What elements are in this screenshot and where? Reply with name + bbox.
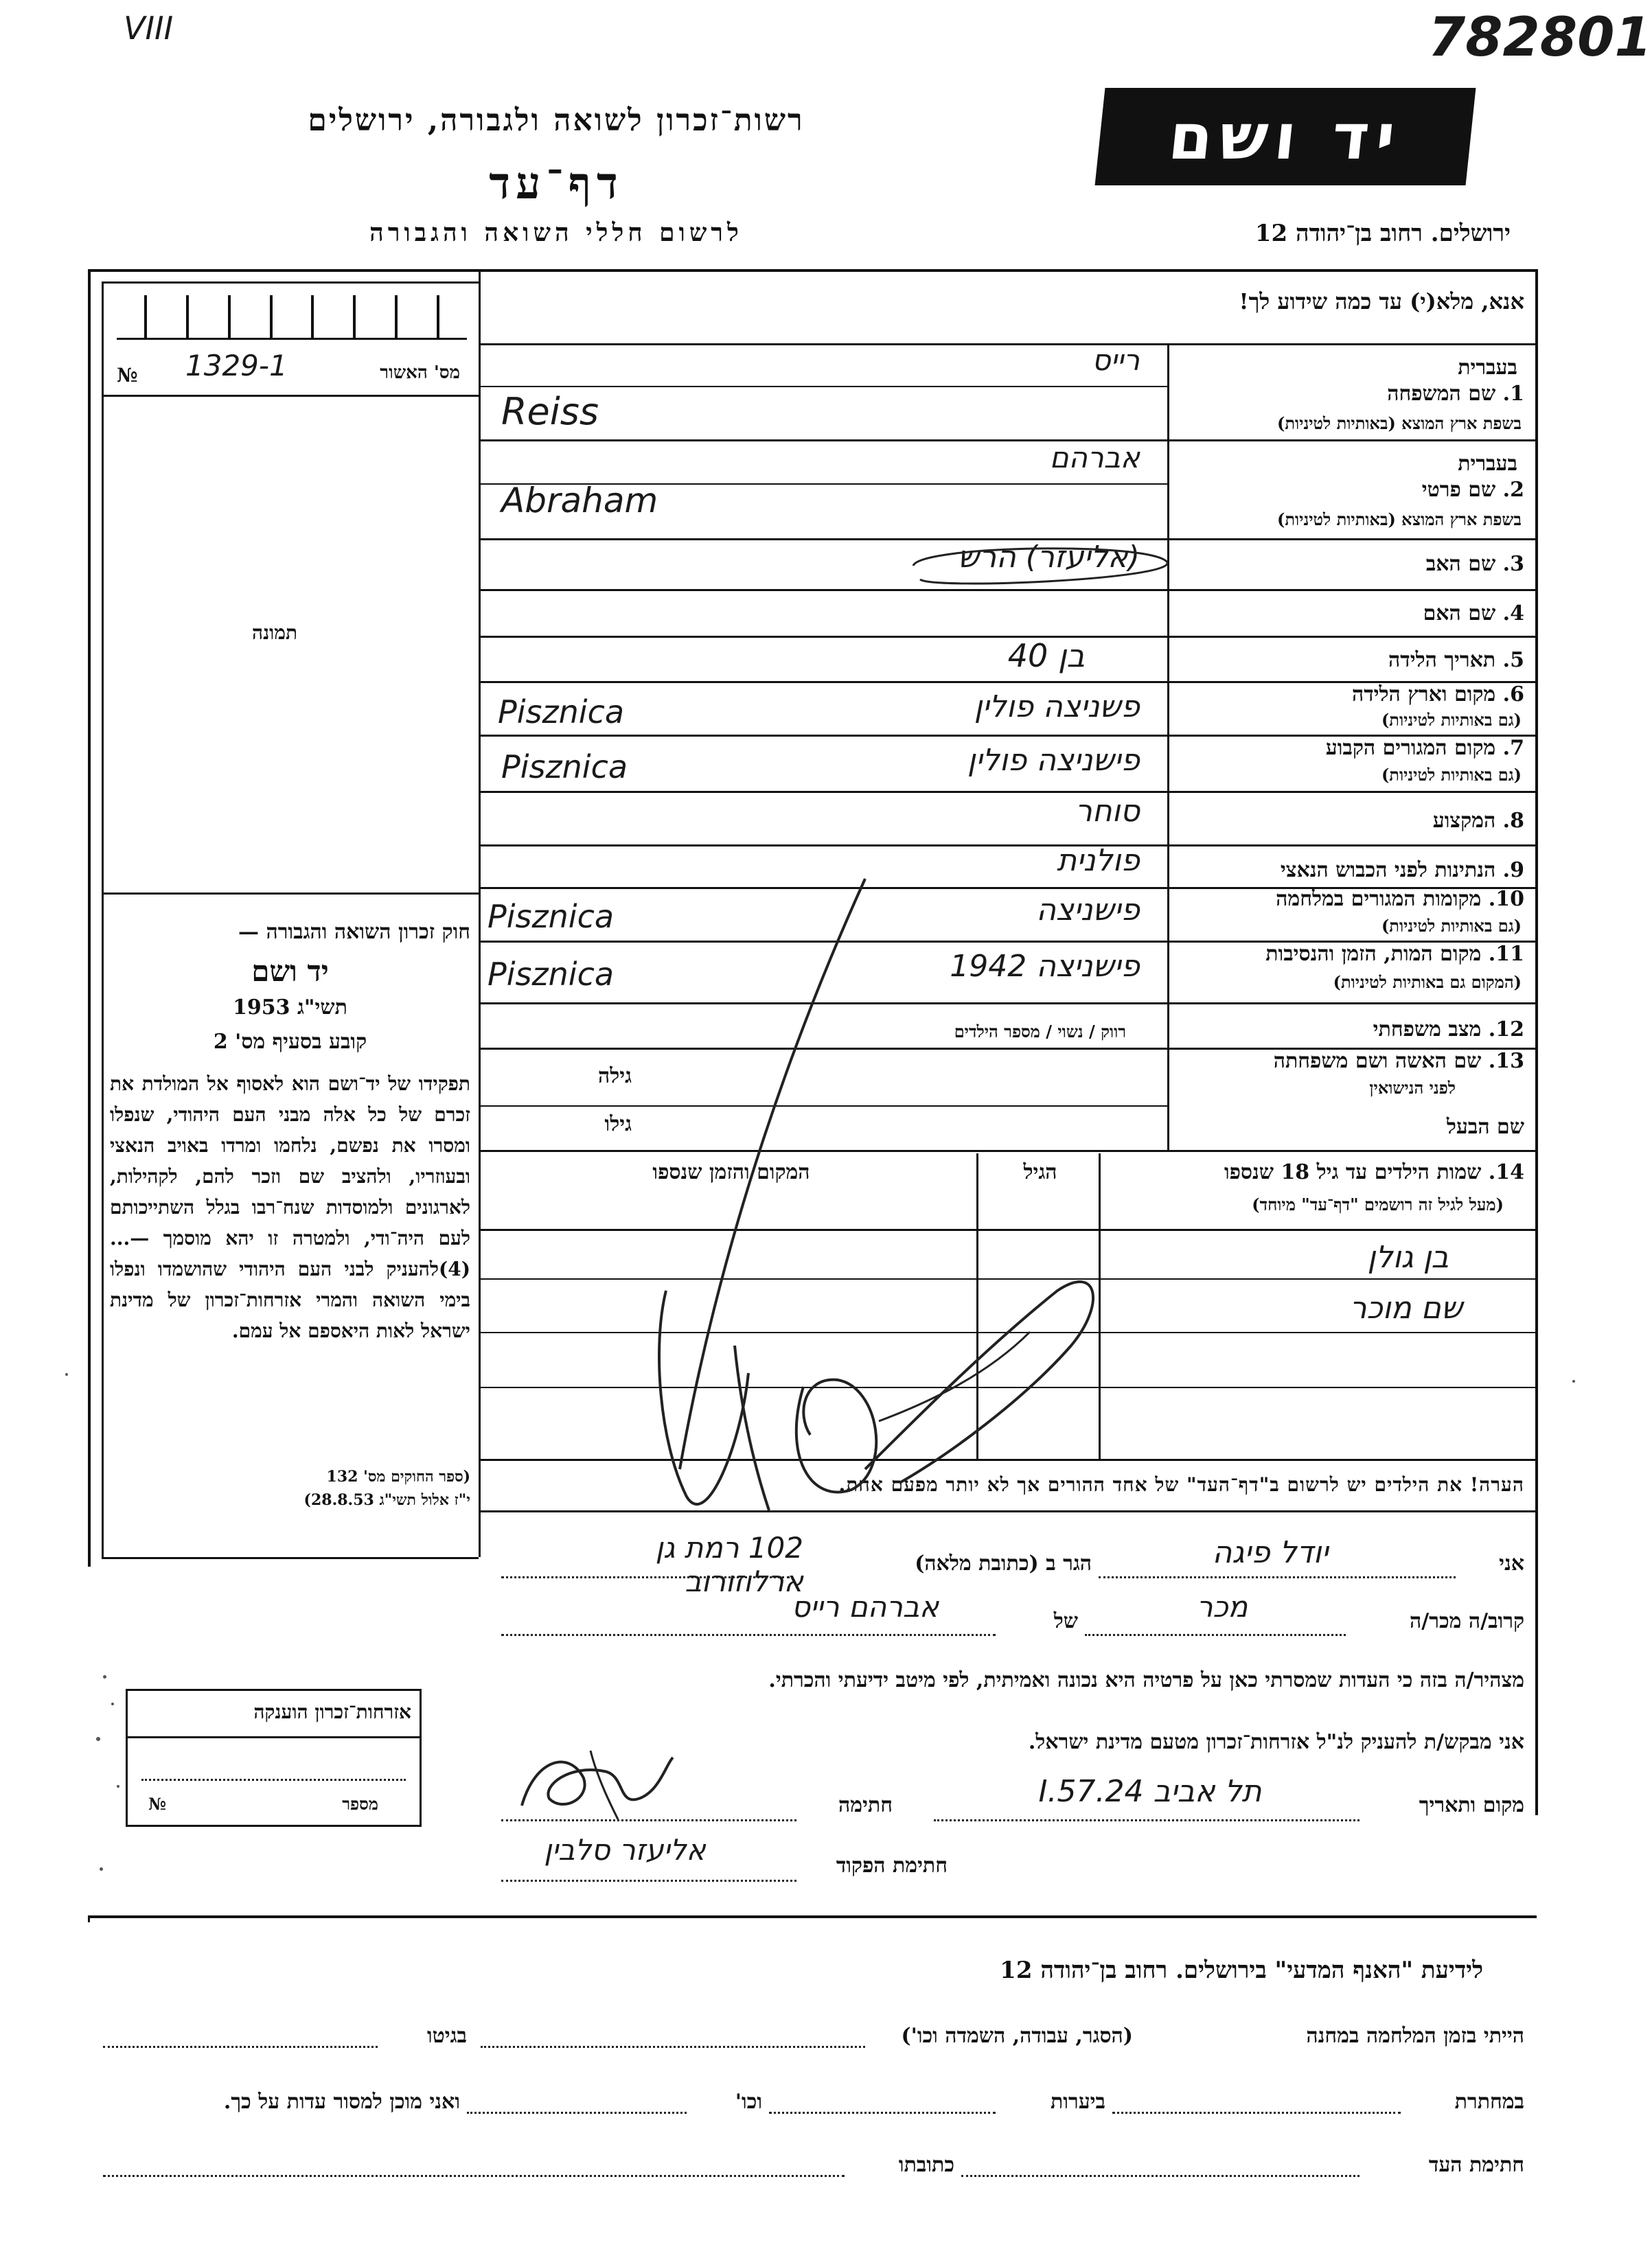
request-text: אני מבקש/ת להעניק לנ"ל אזרחות־זכרון מטעם מדינת ישראל. (1028, 1730, 1524, 1754)
footer-underground-label: במחתרת (1454, 2090, 1524, 2114)
field-11-value: פישניצה 1942 (950, 949, 1140, 984)
field-13-label: 13. שם האשה ושם משפחתה (1273, 1049, 1524, 1073)
field-4-label: 4. שם האם (1423, 601, 1524, 625)
field-11-label: 11. מקום המות, הזמן והנסיבות (1265, 942, 1524, 966)
field-2-latin-value: Abraham (501, 481, 658, 520)
receipt-no-symbol: № (117, 364, 138, 387)
children-label: 14. שמות הילדים עד גיל 18 שנספו (1224, 1160, 1524, 1184)
citizenship-box (126, 1689, 422, 1827)
field-7-value: פישניצה פולין (967, 743, 1140, 778)
field-9-label: 9. הנתינות לפני הכבוש הנאצי (1280, 858, 1524, 882)
address-line: ירושלים. רחוב בן־יהודה 12 (1254, 220, 1511, 247)
receipt-boxes (117, 295, 467, 340)
witness-signature (508, 1737, 687, 1826)
law-name: יד ושם (251, 954, 329, 988)
form-subtitle: לרשום חללי השואה והגבורה (369, 218, 743, 247)
field-10-latin-value: Pisznica (487, 898, 615, 935)
law-reference-2: י"ז אלול תשי"ג 28.8.53) (303, 1491, 470, 1509)
child-1-name: בן גולן (1367, 1240, 1449, 1275)
field-8-value: סוחר (1075, 794, 1140, 829)
law-reference-1: (ספר החוקים מס' 132 (326, 1468, 470, 1486)
footer-title: לידיעת "האנף המדעי" בירושלים. רחוב בן־יהודה 12 (1000, 1957, 1483, 1984)
form-title: דף־עד (489, 158, 623, 209)
field-12-label: 12. מצב משפחתי (1373, 1017, 1524, 1041)
logo-text: יד ושם (1165, 100, 1406, 174)
field-7-latin-value: Pisznica (501, 748, 628, 785)
field-10-value: פישניצה (1036, 892, 1140, 928)
witness-resident-label: הגר ב (כתובת מלאה) (915, 1552, 1092, 1576)
of-name: אברהם רייס (791, 1590, 939, 1624)
field-6-value: פשניצה פולין (974, 689, 1140, 724)
field-6-sub: (גם באותיות לטיניות) (1381, 710, 1522, 730)
field-2-label: 2. שם פרטי (1421, 478, 1524, 502)
field-1-sub: בשפת ארץ המוצא (באותיות לטיניות) (1277, 413, 1522, 433)
field-1-label: 1. שם המשפחה (1387, 382, 1524, 406)
children-sub: (מעל לגיל זה רושמים "דף־עד" מיוחד) (1252, 1195, 1504, 1214)
form-intro: אנא, מלא(י) עד כמה שידוע לך! (1239, 288, 1524, 314)
law-year: תשי"ג 1953 (233, 995, 347, 1019)
field-5-value: בן 40 (1007, 637, 1085, 674)
children-note: הערה! את הילדים יש לרשום ב"דף־העד" של אחד ההורים אך לא יותר מפעם אחת. (838, 1473, 1524, 1496)
field-6-label: 6. מקום וארץ הלידה (1351, 682, 1524, 706)
child-2-name: שם מוכר (1349, 1291, 1462, 1326)
children-col-place: המקום והזמן שנספו (652, 1160, 810, 1184)
field-8-label: 8. המקצוע (1432, 809, 1524, 833)
field-6-latin-value: Pisznica (498, 693, 625, 730)
in-hebrew-label-2: בעברית (1458, 452, 1517, 476)
field-5-label: 5. תאריך הלידה (1388, 648, 1524, 672)
field-11-sub: (המקום גם באותיות לטיניות) (1333, 972, 1522, 992)
field-2-sub: בשפת ארץ המוצא (באותיות לטיניות) (1277, 509, 1522, 529)
photo-placeholder: תמונה (251, 621, 298, 644)
citizenship-no-symbol: № (148, 1794, 167, 1814)
relative-label: קרוב/ה מכר/ה (1410, 1609, 1524, 1633)
witness-i-label: אני (1499, 1552, 1524, 1576)
field-1-latin-value: Reiss (501, 390, 599, 433)
field-1-hebrew-value: רייס (1092, 343, 1140, 377)
field-7-label: 7. מקום המגורים הקבוע (1325, 736, 1524, 760)
field-13-sub: לפני הנישואין (1369, 1078, 1456, 1098)
citizenship-number-label: מספר (342, 1794, 378, 1814)
husband-label: שם הבעל (1446, 1115, 1524, 1139)
children-col-age: הגיל (1023, 1160, 1057, 1184)
footer-camp-label: הייתי בזמן המלחמה במחנה (1306, 2024, 1524, 2048)
place-date-value: תל אביב 24.I.57 (1038, 1774, 1262, 1809)
field-2-hebrew-value: אברהם (1049, 441, 1140, 474)
declaration-text: מצהיר/ה בזה כי העדות שמסרתי כאן על פרטיה היא נכונה ואמיתית, לפי מיטב ידיעתי והכרתי. (768, 1668, 1524, 1692)
law-title: חוק זכרון השואה והגבורה — (238, 920, 470, 944)
field-12-options: רווק / נשוי / מספר הילדים (954, 1022, 1126, 1041)
archive-number: 782801 (1428, 7, 1652, 69)
field-10-sub: (גם באותיות לטיניות) (1381, 916, 1522, 936)
field-7-sub: (גם באותיות לטיניות) (1381, 765, 1522, 785)
receipt-value: 1329-1 (185, 349, 288, 382)
receipt-label: מס' האשור (380, 362, 460, 383)
officer-signature-label: חתימת הפקוד (836, 1854, 948, 1878)
field-3-value: (אליעזר) הרש (958, 540, 1140, 575)
relation-value: מכר (1196, 1590, 1248, 1624)
field-11-latin-value: Pisznica (487, 956, 615, 993)
footer-ghetto-label: בגיטו (426, 2024, 467, 2048)
witness-address: 102 רמת גן ארלוזורוב (655, 1531, 803, 1598)
law-text: תפקידו של יד־ושם הוא לאסוף אל המולדת את זכרם של כל אלה מבני העם היהודי, שנפלו ומסרו את נפשם, נלחמו ומרדו באויב הנאצי ובעוזריו, ולהציב שם וזכר להם, לקהילות, לארגונים ולמוסדות שנח־רבו בגלל השתייכותם לעם היה־ודי, ולמטרה זו יהא מוסמך —...(4)להעניק לבני העם היהודי שהושמדו ונפלו בימי השואה והמרי אזרחות־זכרון של מדינת ישראל לאות היאספם אל עמם. (110, 1072, 470, 1342)
in-hebrew-label-1: בעברית (1458, 356, 1517, 380)
footer-address-label: כתובתו (898, 2153, 954, 2177)
field-3-label: 3. שם האב (1425, 552, 1524, 576)
of-label: של (1053, 1609, 1078, 1633)
footer-witness-signature-label: חתימת העד (1428, 2153, 1524, 2177)
yad-vashem-logo (1095, 88, 1476, 185)
husband-age-label: גילו (604, 1112, 632, 1136)
witness-name: יודל פיגה (1212, 1535, 1329, 1570)
place-date-label: מקום ותאריך (1419, 1793, 1524, 1817)
footer-etc-label: וכו' (735, 2090, 762, 2114)
field-10-label: 10. מקומות המגורים במלחמה (1276, 887, 1524, 911)
signature-label: חתימה (838, 1793, 893, 1817)
father-name-circle (893, 538, 1181, 593)
field-9-value: פולנית (1057, 843, 1140, 878)
citizenship-title: אזרחות־זכרון הוענקה (253, 1701, 411, 1723)
scribble-signature (577, 851, 1140, 1538)
corner-mark: VIII (124, 10, 174, 47)
footer-camp-types: (הסגר, עבודה, השמדה וכו') (901, 2024, 1133, 2048)
officer-signature: אליעזר סלבין (544, 1833, 706, 1867)
authority-line: רשות־זכרון לשואה ולגבורה, ירושלים (308, 103, 805, 138)
wife-age-label: גילה (597, 1064, 632, 1088)
footer-forests-label: ביערות (1050, 2090, 1105, 2114)
footer-testimony-text: ואני מוכן למסור עדות על כך. (223, 2090, 460, 2114)
law-clause: קובע בסעיף מס' 2 (213, 1030, 367, 1054)
